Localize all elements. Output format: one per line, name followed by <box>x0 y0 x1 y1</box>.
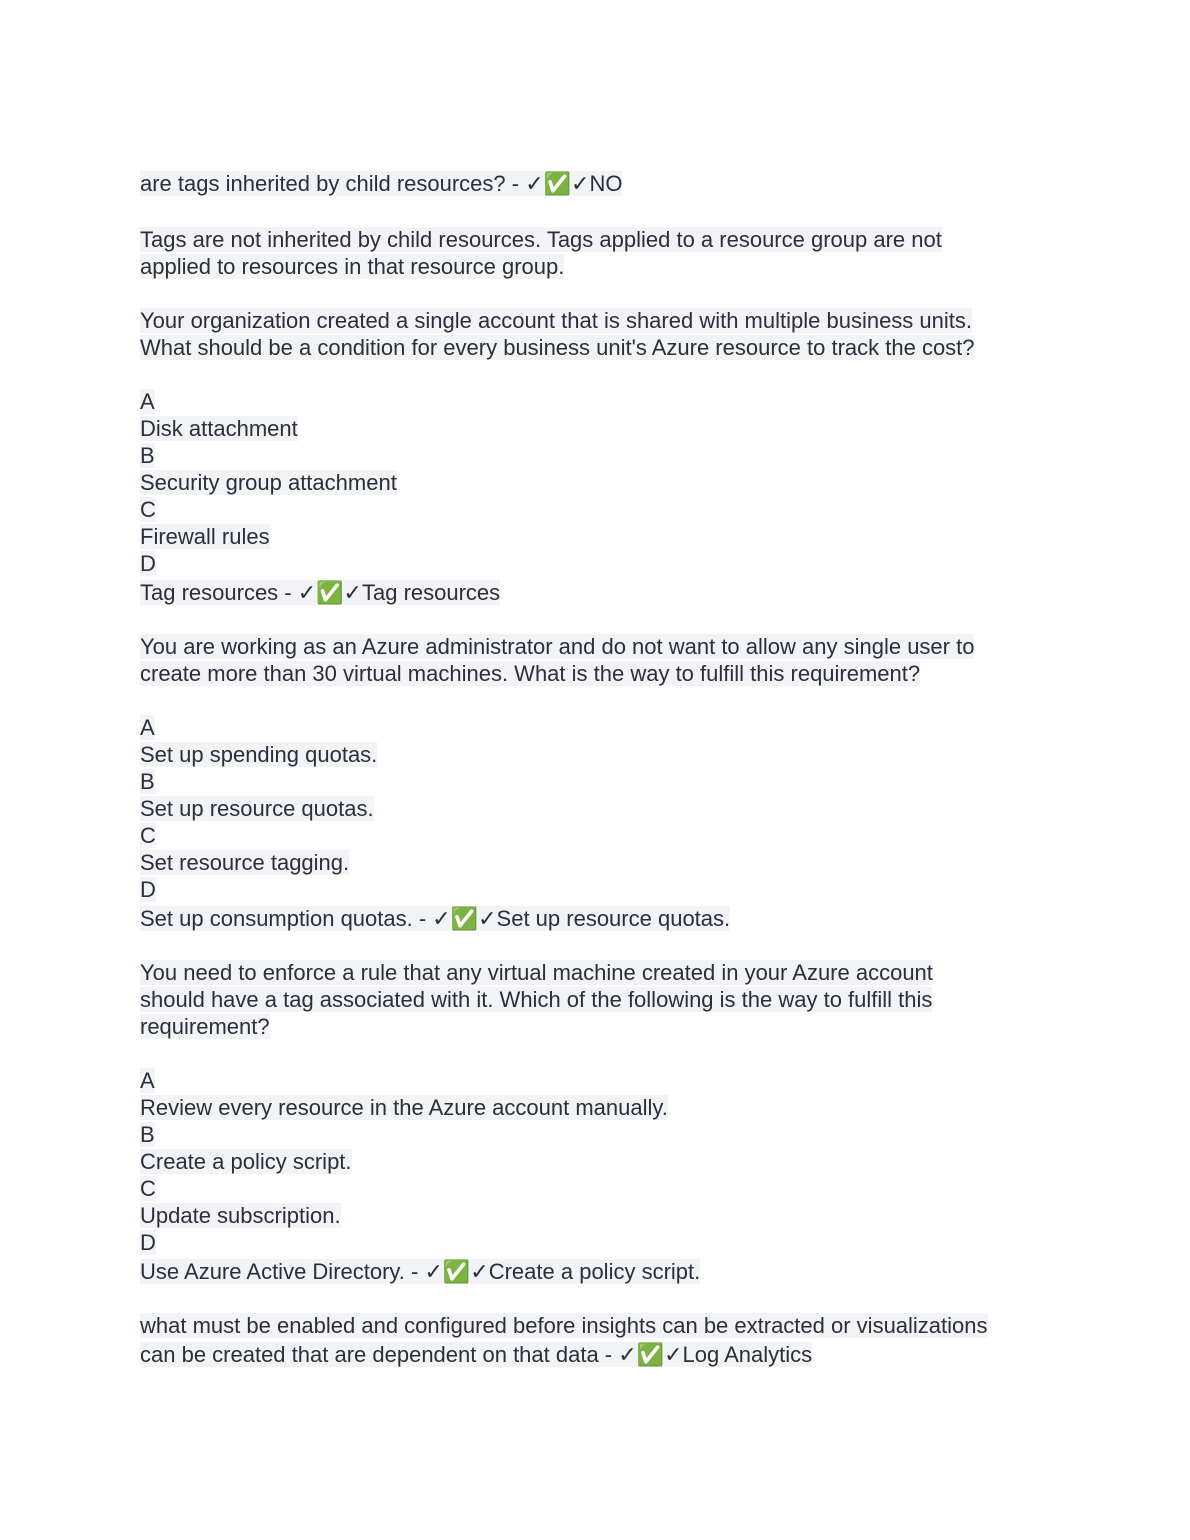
options-enforce-tag <box>140 1067 1050 1285</box>
options-vm-limit <box>140 714 1050 932</box>
option-letter: C <box>140 823 156 848</box>
option-text: Update subscription. <box>140 1203 341 1228</box>
answer-line: Tag resources - ✓✅✓Tag resources <box>140 580 501 605</box>
option-letter: A <box>140 1068 155 1093</box>
option-text: Disk attachment <box>140 416 298 441</box>
options-track-cost <box>140 388 1050 606</box>
question-track-cost: Your organization created a single account that is shared with multiple business units. What should be a condition for every business unit's Azure resource to track the cost? <box>140 308 975 360</box>
answer-line: Use Azure Active Directory. - ✓✅✓Create a policy script. <box>140 1259 701 1284</box>
option-letter: B <box>140 443 155 468</box>
explanation-tags: Tags are not inherited by child resources. Tags applied to a resource group are not applied to resources in that resource group. <box>140 227 942 279</box>
option-text: Set up spending quotas. <box>140 742 378 767</box>
option-letter: B <box>140 1122 155 1147</box>
question-log-analytics: what must be enabled and configured before insights can be extracted or visualizations can be created that are dependent on that data - ✓✅✓Log Analytics <box>140 1313 988 1367</box>
option-letter: A <box>140 389 155 414</box>
option-text: Set resource tagging. <box>140 850 350 875</box>
option-letter: A <box>140 715 155 740</box>
option-letter: D <box>140 1230 156 1255</box>
option-text: Security group attachment <box>140 470 397 495</box>
option-letter: C <box>140 497 156 522</box>
option-letter: B <box>140 769 155 794</box>
option-text: Set up resource quotas. <box>140 796 374 821</box>
option-letter: D <box>140 551 156 576</box>
option-text: Review every resource in the Azure account manually. <box>140 1095 668 1120</box>
answer-line: Set up consumption quotas. - ✓✅✓Set up resource quotas. <box>140 906 731 931</box>
document-page <box>140 168 1050 1368</box>
question-vm-limit: You are working as an Azure administrator and do not want to allow any single user to create more than 30 virtual machines. What is the way to fulfill this requirement? <box>140 634 975 686</box>
option-letter: C <box>140 1176 156 1201</box>
option-text: Firewall rules <box>140 524 270 549</box>
option-text: Create a policy script. <box>140 1149 352 1174</box>
question-enforce-tag: You need to enforce a rule that any virtual machine created in your Azure account should have a tag associated with it. Which of the following is the way to fulfill this requirement? <box>140 960 933 1039</box>
question-tags-inherited: are tags inherited by child resources? - ✓✅✓NO <box>140 171 623 196</box>
option-letter: D <box>140 877 156 902</box>
